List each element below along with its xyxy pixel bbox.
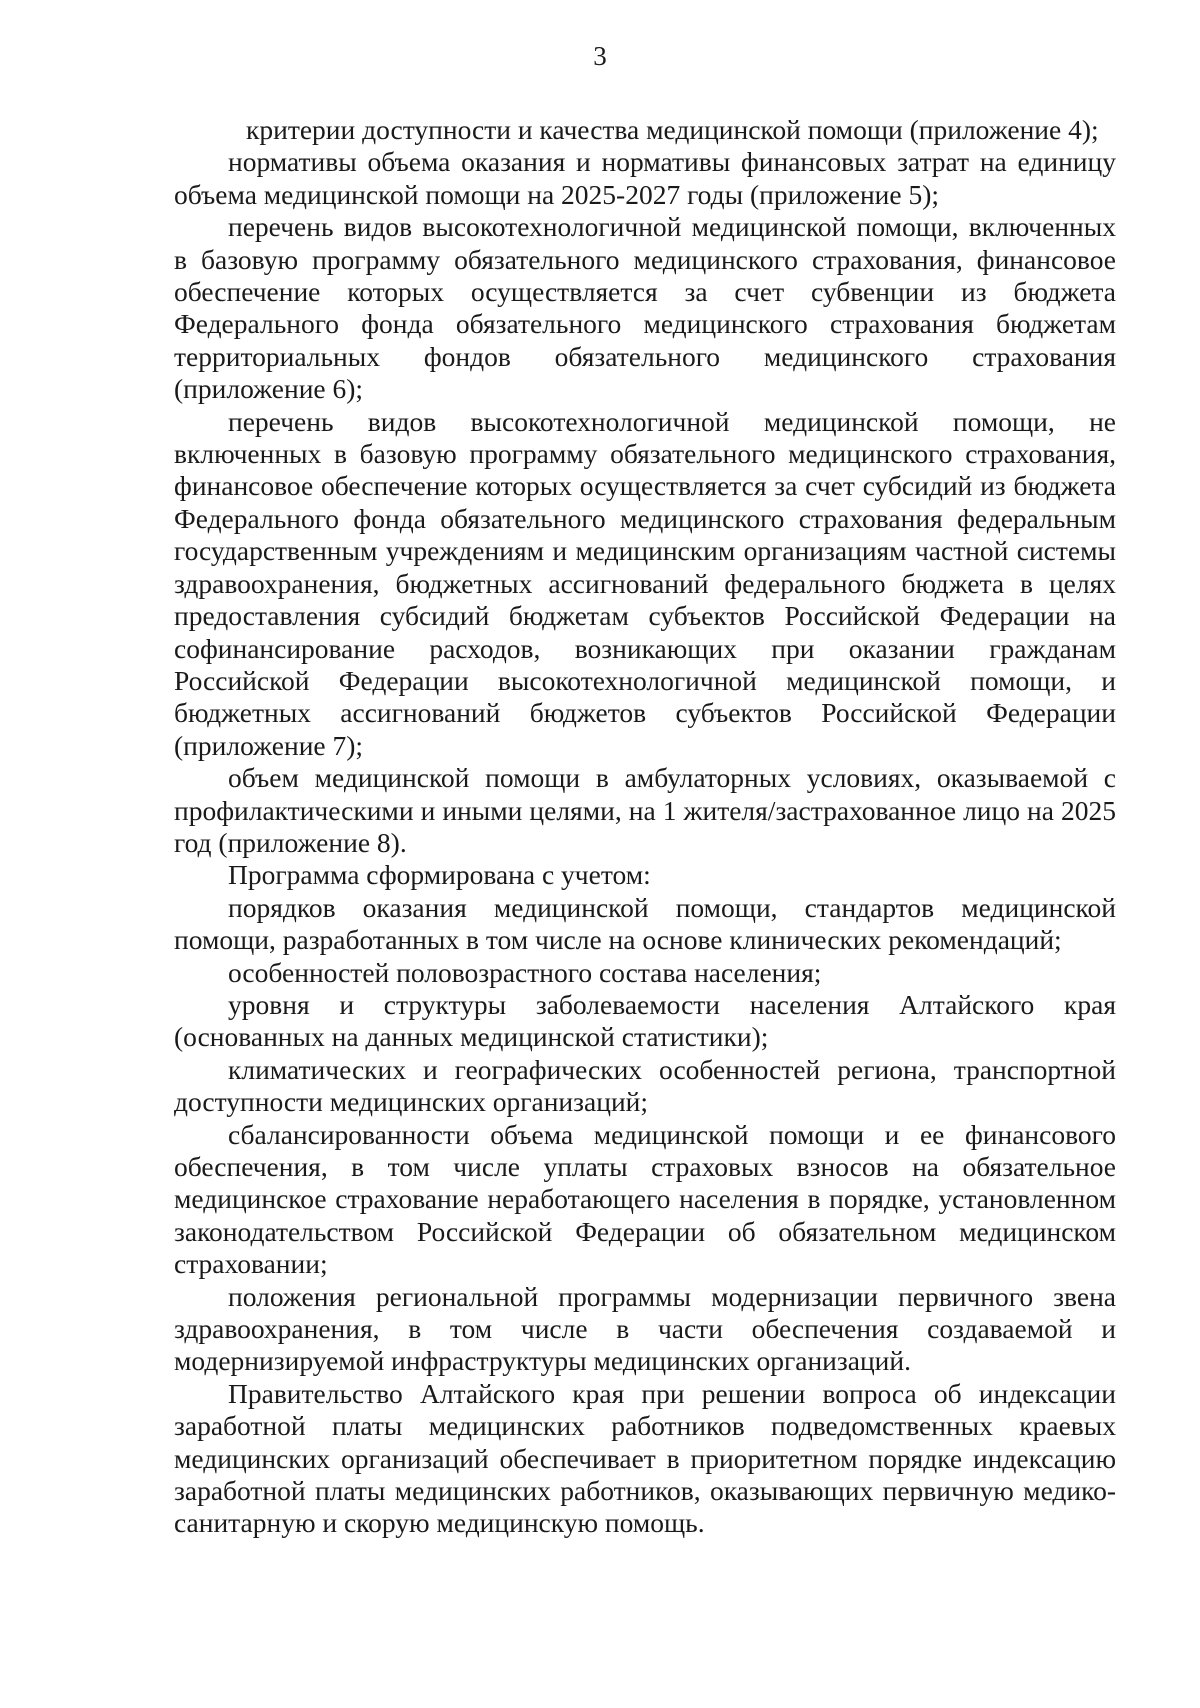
paragraph: критерии доступности и качества медицинской помощи (приложение 4); bbox=[246, 114, 1099, 145]
paragraph: положения региональной программы модернизации первичного звена здравоохранения, в том числе в части обеспечения создаваемой и модернизируемой инфраструктуры медицинских организаций. bbox=[174, 1280, 1116, 1377]
paragraph: порядков оказания медицинской помощи, стандартов медицинской помощи, разработанных в том числе на основе клинических рекомендаций; bbox=[174, 891, 1116, 956]
paragraph: климатических и географических особенностей региона, транспортной доступности медицинских организаций; bbox=[174, 1053, 1116, 1118]
paragraph: перечень видов высокотехнологичной медицинской помощи, не включенных в базовую программу обязательного медицинского страхования, финансовое обеспечение которых осуществляется за счет субсидий из бюджета Федерального фонда обязательного медицинского страхования федеральным государственным учреждениям и медицинским организациям частной системы здравоохранения, бюджетных ассигнований федерального бюджета в целях предоставления субсидий бюджетам субъектов Российской Федерации на софинансирование расходов, возникающих при оказании гражданам Российской Федерации высокотехнологичной медицинской помощи, и бюджетных ассигнований бюджетов субъектов Российской Федерации (приложение 7); bbox=[174, 405, 1116, 761]
paragraph: Программа сформирована с учетом: bbox=[228, 859, 651, 891]
paragraph: объем медицинской помощи в амбулаторных условиях, оказываемой с профилактическими и иными целями, на 1 жителя/застрахованное лицо на 2025 год (приложение 8). bbox=[174, 762, 1116, 858]
paragraph: перечень видов высокотехнологичной медицинской помощи, включенных в базовую программу обязательного медицинского страхования, финансовое обеспечение которых осуществляется за счет субвенции из бюджета Федерального фонда обязательного медицинского страхования бюджетам территориальных фондов обязательного медицинского страхования (приложение 6); bbox=[174, 211, 1116, 405]
page-number: 3 bbox=[593, 41, 607, 71]
paragraph: уровня и структуры заболеваемости населения Алтайского края (основанных на данных медицинской статистики); bbox=[174, 988, 1116, 1053]
paragraph: Правительство Алтайского края при решении вопроса об индексации заработной платы медицинских работников подведомственных краевых медицинских организаций обеспечивает в приоритетном порядке индексацию заработной платы медицинских работников, оказывающих первичную медико-санитарную и скорую медицинскую помощь. bbox=[174, 1377, 1116, 1539]
paragraph: нормативы объема оказания и нормативы финансовых затрат на единицу объема медицинской помощи на 2025-2027 годы (приложение 5); bbox=[174, 146, 1116, 210]
paragraph: сбалансированности объема медицинской помощи и ее финансового обеспечения, в том числе уплаты страховых взносов на обязательное медицинское страхование неработающего населения в порядке, установленном законодательством Российской Федерации об обязательном медицинском страховании; bbox=[174, 1118, 1116, 1280]
document-body bbox=[174, 114, 1116, 1540]
paragraph: особенностей половозрастного состава населения; bbox=[228, 956, 822, 988]
